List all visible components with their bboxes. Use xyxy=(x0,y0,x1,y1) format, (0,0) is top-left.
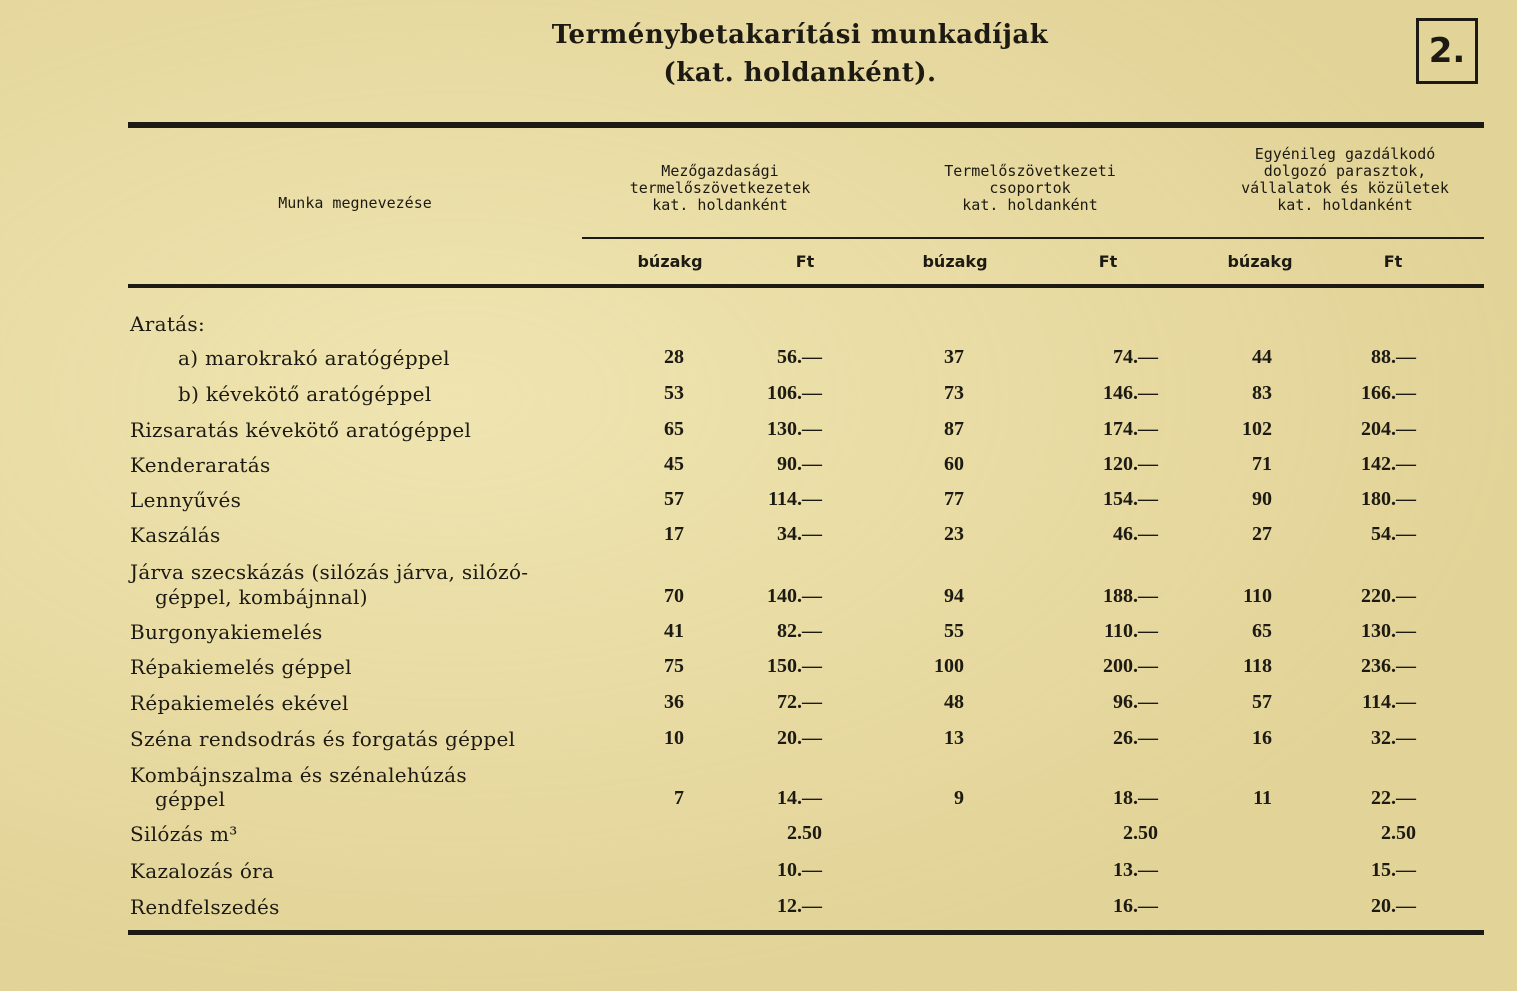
page-title: Terménybetakarítási munkadíjak xyxy=(551,20,1049,50)
cell-c1: 10 xyxy=(664,727,684,749)
cell-c6: 54.— xyxy=(1371,523,1416,545)
cell-c3: 77 xyxy=(944,488,964,510)
row-label-continued: géppel xyxy=(155,787,226,811)
cell-c6: 130.— xyxy=(1361,620,1416,642)
cell-c6: 2.50 xyxy=(1381,822,1416,844)
cell-c2: 20.— xyxy=(777,727,822,749)
cell-c6: 166.— xyxy=(1361,382,1416,404)
cell-c5: 57 xyxy=(1252,691,1272,713)
cell-c4: 110.— xyxy=(1104,620,1158,642)
cell-c3: 37 xyxy=(944,346,964,368)
cell-c4: 188.— xyxy=(1103,585,1158,607)
cell-c2: 140.— xyxy=(767,585,822,607)
cell-c1: 28 xyxy=(664,346,684,368)
cell-c4: 16.— xyxy=(1113,895,1158,917)
cell-c5: 16 xyxy=(1252,727,1272,749)
row-label-continued: géppel, kombájnnal) xyxy=(155,585,368,609)
cell-c1: 75 xyxy=(664,655,684,677)
row-label: Rizsaratás kévekötő aratógéppel xyxy=(130,418,472,442)
cell-c5: 71 xyxy=(1252,453,1272,475)
page-number-box: 2. xyxy=(1416,18,1478,84)
cell-c4: 120.— xyxy=(1103,453,1158,475)
subheader-ft-2: Ft xyxy=(1098,252,1118,271)
cell-c3: 73 xyxy=(944,382,964,404)
cell-c5: 90 xyxy=(1252,488,1272,510)
cell-c3: 55 xyxy=(944,620,964,642)
cell-c5: 27 xyxy=(1252,523,1272,545)
cell-c2: 14.— xyxy=(777,787,822,809)
cell-c6: 220.— xyxy=(1361,585,1416,607)
cell-c1: 45 xyxy=(664,453,684,475)
cell-c6: 20.— xyxy=(1371,895,1416,917)
cell-c1: 65 xyxy=(664,418,684,440)
cell-c4: 154.— xyxy=(1103,488,1158,510)
cell-c4: 96.— xyxy=(1113,691,1158,713)
subheader-wheat-1: búzakg xyxy=(637,252,703,271)
header-work-name: Munka megnevezése xyxy=(278,194,432,212)
cell-c4: 18.— xyxy=(1113,787,1158,809)
subheader-ft-1: Ft xyxy=(795,252,815,271)
cell-c2: 114.— xyxy=(768,488,822,510)
cell-c6: 204.— xyxy=(1361,418,1416,440)
row-label: Lennyűvés xyxy=(130,488,242,512)
row-label: Répakiemelés géppel xyxy=(130,655,352,679)
row-label: Kazalozás óra xyxy=(130,859,275,883)
cell-c4: 2.50 xyxy=(1123,822,1158,844)
cell-c4: 146.— xyxy=(1103,382,1158,404)
cell-c2: 150.— xyxy=(767,655,822,677)
cell-c4: 13.— xyxy=(1113,859,1158,881)
row-label: Széna rendsodrás és forgatás géppel xyxy=(130,727,516,751)
cell-c6: 236.— xyxy=(1361,655,1416,677)
cell-c2: 10.— xyxy=(777,859,822,881)
cell-c3: 100 xyxy=(934,655,964,677)
cell-c5: 44 xyxy=(1252,346,1272,368)
page-subtitle: (kat. holdanként). xyxy=(663,58,937,88)
cell-c1: 53 xyxy=(664,382,684,404)
cell-c4: 26.— xyxy=(1113,727,1158,749)
header-group-individual: Egyénileg gazdálkodó dolgozó parasztok, vállalatok és közületek kat. holdanként xyxy=(1241,145,1449,214)
cell-c3: 9 xyxy=(954,787,964,809)
cell-c3: 94 xyxy=(944,585,964,607)
cell-c6: 22.— xyxy=(1371,787,1416,809)
cell-c1: 7 xyxy=(674,787,684,809)
header-group-coop-groups: Termelőszövetkezeti csoportok kat. holdanként xyxy=(944,162,1116,214)
row-label: a) marokrakó aratógéppel xyxy=(178,346,450,370)
cell-c6: 15.— xyxy=(1371,859,1416,881)
subheader-wheat-3: búzakg xyxy=(1227,252,1293,271)
row-label: Silózás m³ xyxy=(130,822,238,846)
row-label: Répakiemelés ekével xyxy=(130,691,349,715)
cell-c6: 142.— xyxy=(1361,453,1416,475)
cell-c1: 36 xyxy=(664,691,684,713)
cell-c4: 46.— xyxy=(1113,523,1158,545)
header-divider-rule xyxy=(582,237,1484,239)
cell-c5: 102 xyxy=(1242,418,1272,440)
cell-c5: 118 xyxy=(1243,655,1272,677)
cell-c3: 48 xyxy=(944,691,964,713)
row-label: Kenderaratás xyxy=(130,453,271,477)
cell-c6: 114.— xyxy=(1362,691,1416,713)
top-double-rule xyxy=(128,122,1484,128)
cell-c1: 70 xyxy=(664,585,684,607)
row-label: Rendfelszedés xyxy=(130,895,280,919)
cell-c2: 72.— xyxy=(777,691,822,713)
row-label: Burgonyakiemelés xyxy=(130,620,323,644)
row-label: Kaszálás xyxy=(130,523,221,547)
cell-c2: 34.— xyxy=(777,523,822,545)
cell-c1: 41 xyxy=(664,620,684,642)
subheader-ft-3: Ft xyxy=(1383,252,1403,271)
header-group-cooperatives: Mezőgazdasági termelőszövetkezetek kat. holdanként xyxy=(629,162,811,214)
cell-c6: 180.— xyxy=(1361,488,1416,510)
cell-c1: 17 xyxy=(664,523,684,545)
cell-c3: 60 xyxy=(944,453,964,475)
cell-c4: 74.— xyxy=(1113,346,1158,368)
cell-c4: 200.— xyxy=(1103,655,1158,677)
cell-c6: 88.— xyxy=(1371,346,1416,368)
cell-c2: 106.— xyxy=(767,382,822,404)
header-bottom-rule xyxy=(128,284,1484,288)
cell-c1: 57 xyxy=(664,488,684,510)
cell-c3: 13 xyxy=(944,727,964,749)
row-label: b) kévekötő aratógéppel xyxy=(178,382,432,406)
cell-c2: 82.— xyxy=(777,620,822,642)
cell-c4: 174.— xyxy=(1103,418,1158,440)
cell-c5: 83 xyxy=(1252,382,1272,404)
cell-c2: 130.— xyxy=(767,418,822,440)
bottom-rule xyxy=(128,930,1484,935)
row-label: Járva szecskázás (silózás járva, silózó- xyxy=(130,560,529,584)
cell-c2: 90.— xyxy=(777,453,822,475)
row-label: Kombájnszalma és szénalehúzás xyxy=(130,763,467,787)
cell-c5: 110 xyxy=(1243,585,1272,607)
cell-c2: 12.— xyxy=(777,895,822,917)
cell-c5: 65 xyxy=(1252,620,1272,642)
cell-c3: 23 xyxy=(944,523,964,545)
cell-c2: 2.50 xyxy=(787,822,822,844)
cell-c6: 32.— xyxy=(1371,727,1416,749)
cell-c5: 11 xyxy=(1253,787,1272,809)
section-label-harvest: Aratás: xyxy=(130,312,205,336)
cell-c3: 87 xyxy=(944,418,964,440)
subheader-wheat-2: búzakg xyxy=(922,252,988,271)
cell-c2: 56.— xyxy=(777,346,822,368)
